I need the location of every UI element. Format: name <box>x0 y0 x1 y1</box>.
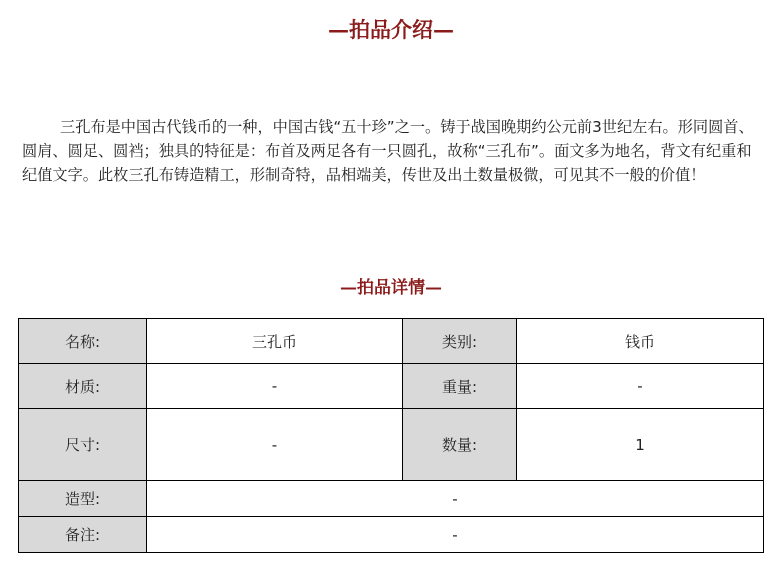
category-label: 类别: <box>403 319 517 364</box>
size-value: - <box>147 409 403 481</box>
table-row-material <box>19 364 764 409</box>
material-label: 材质: <box>19 364 147 409</box>
table-row-name <box>19 319 764 364</box>
table-row-size <box>19 409 764 481</box>
name-value: 三孔币 <box>147 319 403 364</box>
name-label: 名称: <box>19 319 147 364</box>
note-value: - <box>147 517 764 553</box>
weight-label: 重量: <box>403 364 517 409</box>
table-row-shape <box>19 481 764 517</box>
size-label: 尺寸: <box>19 409 147 481</box>
intro-title: —拍品介绍— <box>328 17 454 42</box>
material-value: - <box>147 364 403 409</box>
details-table <box>18 318 764 553</box>
details-title: —拍品详情— <box>340 278 442 298</box>
shape-label: 造型: <box>19 481 147 517</box>
shape-value: - <box>147 481 764 517</box>
quantity-label: 数量: <box>403 409 517 481</box>
quantity-value: 1 <box>517 409 764 481</box>
intro-paragraph: 三孔布是中国古代钱币的一种，中国古钱“五十珍”之一。铸于战国晚期约公元前3世纪左右。形同圆首、圆肩、圆足、圆裆；独具的特征是：布首及两足各有一只圆孔，故称“三孔布”。面文多为地名，背文有纪重和纪值文字。此枚三孔布铸造精工，形制奇特，品相端美，传世及出土数量极微，可见其不一般的价值！ <box>22 118 754 184</box>
category-value: 钱币 <box>517 319 764 364</box>
note-label: 备注: <box>19 517 147 553</box>
table-row-note <box>19 517 764 553</box>
weight-value: - <box>517 364 764 409</box>
